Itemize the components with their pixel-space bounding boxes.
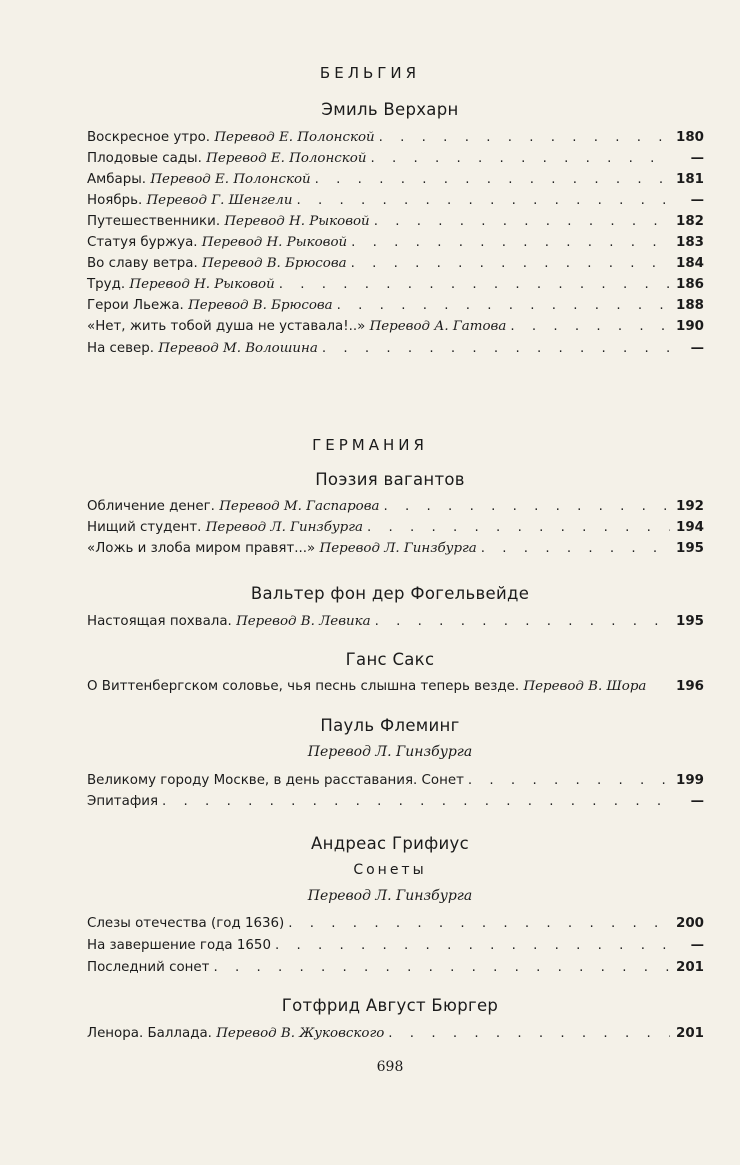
author-heading: Поэзия вагантов — [315, 470, 465, 489]
author-heading: Вальтер фон дер Фогельвейде — [250, 584, 530, 603]
toc-entry[interactable]: Воскресное утро. Перевод Е. Полонской . . . 180 — [87, 130, 704, 150]
toc-entry[interactable]: Последний сонет . . . 201 — [87, 960, 704, 980]
toc-entry[interactable]: Ноябрь. Перевод Г. Шенгели . . . — — [87, 193, 704, 213]
author-heading: Ганс Сакс — [345, 650, 435, 669]
toc-entry[interactable]: Амбары. Перевод Е. Полонской . . . 181 — [87, 172, 704, 192]
section-title-belgium: БЕЛЬГИЯ — [319, 64, 421, 82]
section-title-germany: ГЕРМАНИЯ — [312, 436, 428, 454]
cycle-subheading: Сонеты — [353, 862, 427, 878]
toc-entry[interactable]: Настоящая похвала. Перевод В. Левика . . . 195 — [87, 614, 704, 634]
translator-subheading: Перевод Л. Гинзбурга — [307, 744, 473, 760]
toc-entry[interactable]: Эпитафия . . . — — [87, 794, 704, 814]
toc-entry[interactable]: На север. Перевод М. Волошина . . . — — [87, 341, 704, 361]
toc-entry[interactable]: Герои Льежа. Перевод В. Брюсова . . . 188 — [87, 298, 704, 318]
toc-entry[interactable]: «Ложь и злоба миром правят...» Перевод Л. Гинзбурга . . . 195 — [87, 541, 704, 561]
toc-entry[interactable]: Статуя буржуа. Перевод Н. Рыковой . . . 183 — [87, 235, 704, 255]
author-heading: Андреас Грифиус — [311, 834, 469, 853]
toc-entry[interactable]: Слезы отечества (год 1636) . . . 200 — [87, 916, 704, 936]
page-number: 698 — [376, 1059, 404, 1075]
toc-entry[interactable]: О Виттенбергском соловье, чья песнь слышна теперь везде. Перевод В. Шора 196 — [87, 679, 704, 694]
toc-entry[interactable]: Ленора. Баллада. Перевод В. Жуковского . . . 201 — [87, 1026, 704, 1046]
author-heading: Пауль Флеминг — [320, 716, 460, 735]
toc-entry[interactable]: Плодовые сады. Перевод Е. Полонской . . . — — [87, 151, 704, 171]
translator-subheading: Перевод Л. Гинзбурга — [307, 888, 473, 904]
toc-entry[interactable]: Нищий студент. Перевод Л. Гинзбурга . . . 194 — [87, 520, 704, 540]
toc-entry[interactable]: Великому городу Москве, в день расставания. Сонет . . . 199 — [87, 773, 704, 793]
toc-entry[interactable]: Во славу ветра. Перевод В. Брюсова . . . 184 — [87, 256, 704, 276]
toc-entry[interactable]: На завершение года 1650 . . . — — [87, 938, 704, 958]
toc-entry[interactable]: Путешественники. Перевод Н. Рыковой . . . 182 — [87, 214, 704, 234]
toc-entry[interactable]: Обличение денег. Перевод М. Гаспарова . . . 192 — [87, 499, 704, 519]
toc-entry[interactable]: «Нет, жить тобой душа не уставала!..» Перевод А. Гатова . . . 190 — [87, 319, 704, 339]
author-heading: Готфрид Август Бюргер — [281, 996, 499, 1015]
toc-entry[interactable]: Труд. Перевод Н. Рыковой . . . 186 — [87, 277, 704, 297]
author-heading: Эмиль Верхарн — [321, 100, 459, 119]
